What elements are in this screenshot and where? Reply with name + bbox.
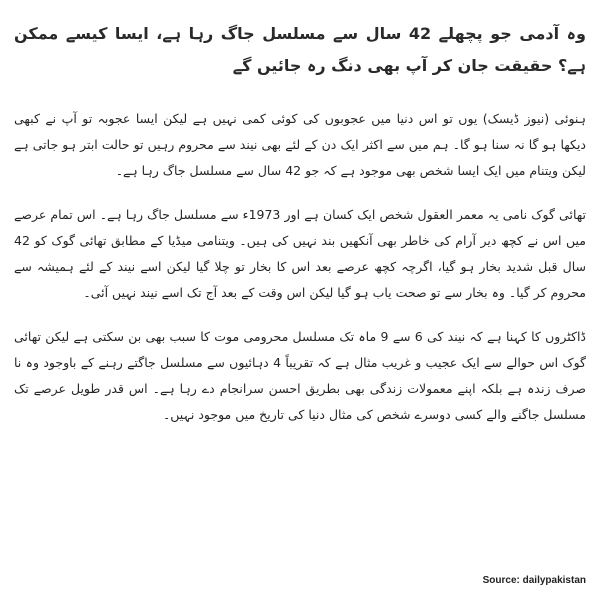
article [14, 18, 586, 446]
article-headline: وہ آدمی جو پچھلے 42 سال سے مسلسل جاگ رہا ہے، ایسا کیسے ممکن ہے؟ حقیقت جان کر آپ بھی دنگ رہ جائیں گے [14, 24, 586, 75]
article-paragraph-3: ڈاکٹروں کا کہنا ہے کہ نیند کی 6 سے 9 ماہ تک مسلسل محرومی موت کا سبب بھی بن سکتی ہے لیکن تھائی گوک اس حوالے سے ایک عجیب و غریب مثال ہے کہ تقریباً 4 دہائیوں سے مسلسل جاگتے رہنے کے باوجود وہ نا صرف زندہ ہے بلکہ اپنے معمولات زندگی بھی بطریق احسن سرانجام دے رہا ہے۔ اس قدر طویل عرصے تک مسلسل جاگنے والے کسی دوسرے شخص کی مثال دنیا کی تاریخ میں موجود نہیں۔ [14, 329, 586, 422]
article-paragraph-1: ہنوئی (نیوز ڈیسک) یوں تو اس دنیا میں عجوبوں کی کوئی کمی نہیں ہے لیکن ایسا عجوبہ تو آپ نے کبھی دیکھا ہو گا نہ سنا ہو گا۔ ہم میں سے اکثر ایک دن کے لئے بھی نیند سے محروم رہیں تو حالت ابتر ہو جاتی ہے لیکن ویتنام میں ایک ایسا شخص بھی موجود ہے کہ جو 42 سال سے مسلسل جاگ رہا ہے۔ [14, 111, 586, 178]
source-credit: Source: dailypakistan [482, 575, 586, 586]
article-paragraph-2: تھائی گوک نامی یہ معمر العقول شخص ایک کسان ہے اور 1973ء سے مسلسل جاگ رہا ہے۔ اس تمام عرصے میں اس نے کچھ دیر آرام کی خاطر بھی آنکھیں بند نہیں کی ہیں۔ ویتنامی میڈیا کے مطابق تھائی گوک کو 42 سال قبل شدید بخار ہو گیا، اگرچہ کچھ عرصے بعد اس کا بخار تو چلا گیا لیکن اسے نیند کے لئے ہمیشہ سے محروم کر گیا۔ وہ بخار سے تو صحت یاب ہو گیا لیکن اس وقت کے بعد آج تک اسے نیند نہیں آئی۔ [14, 207, 586, 300]
